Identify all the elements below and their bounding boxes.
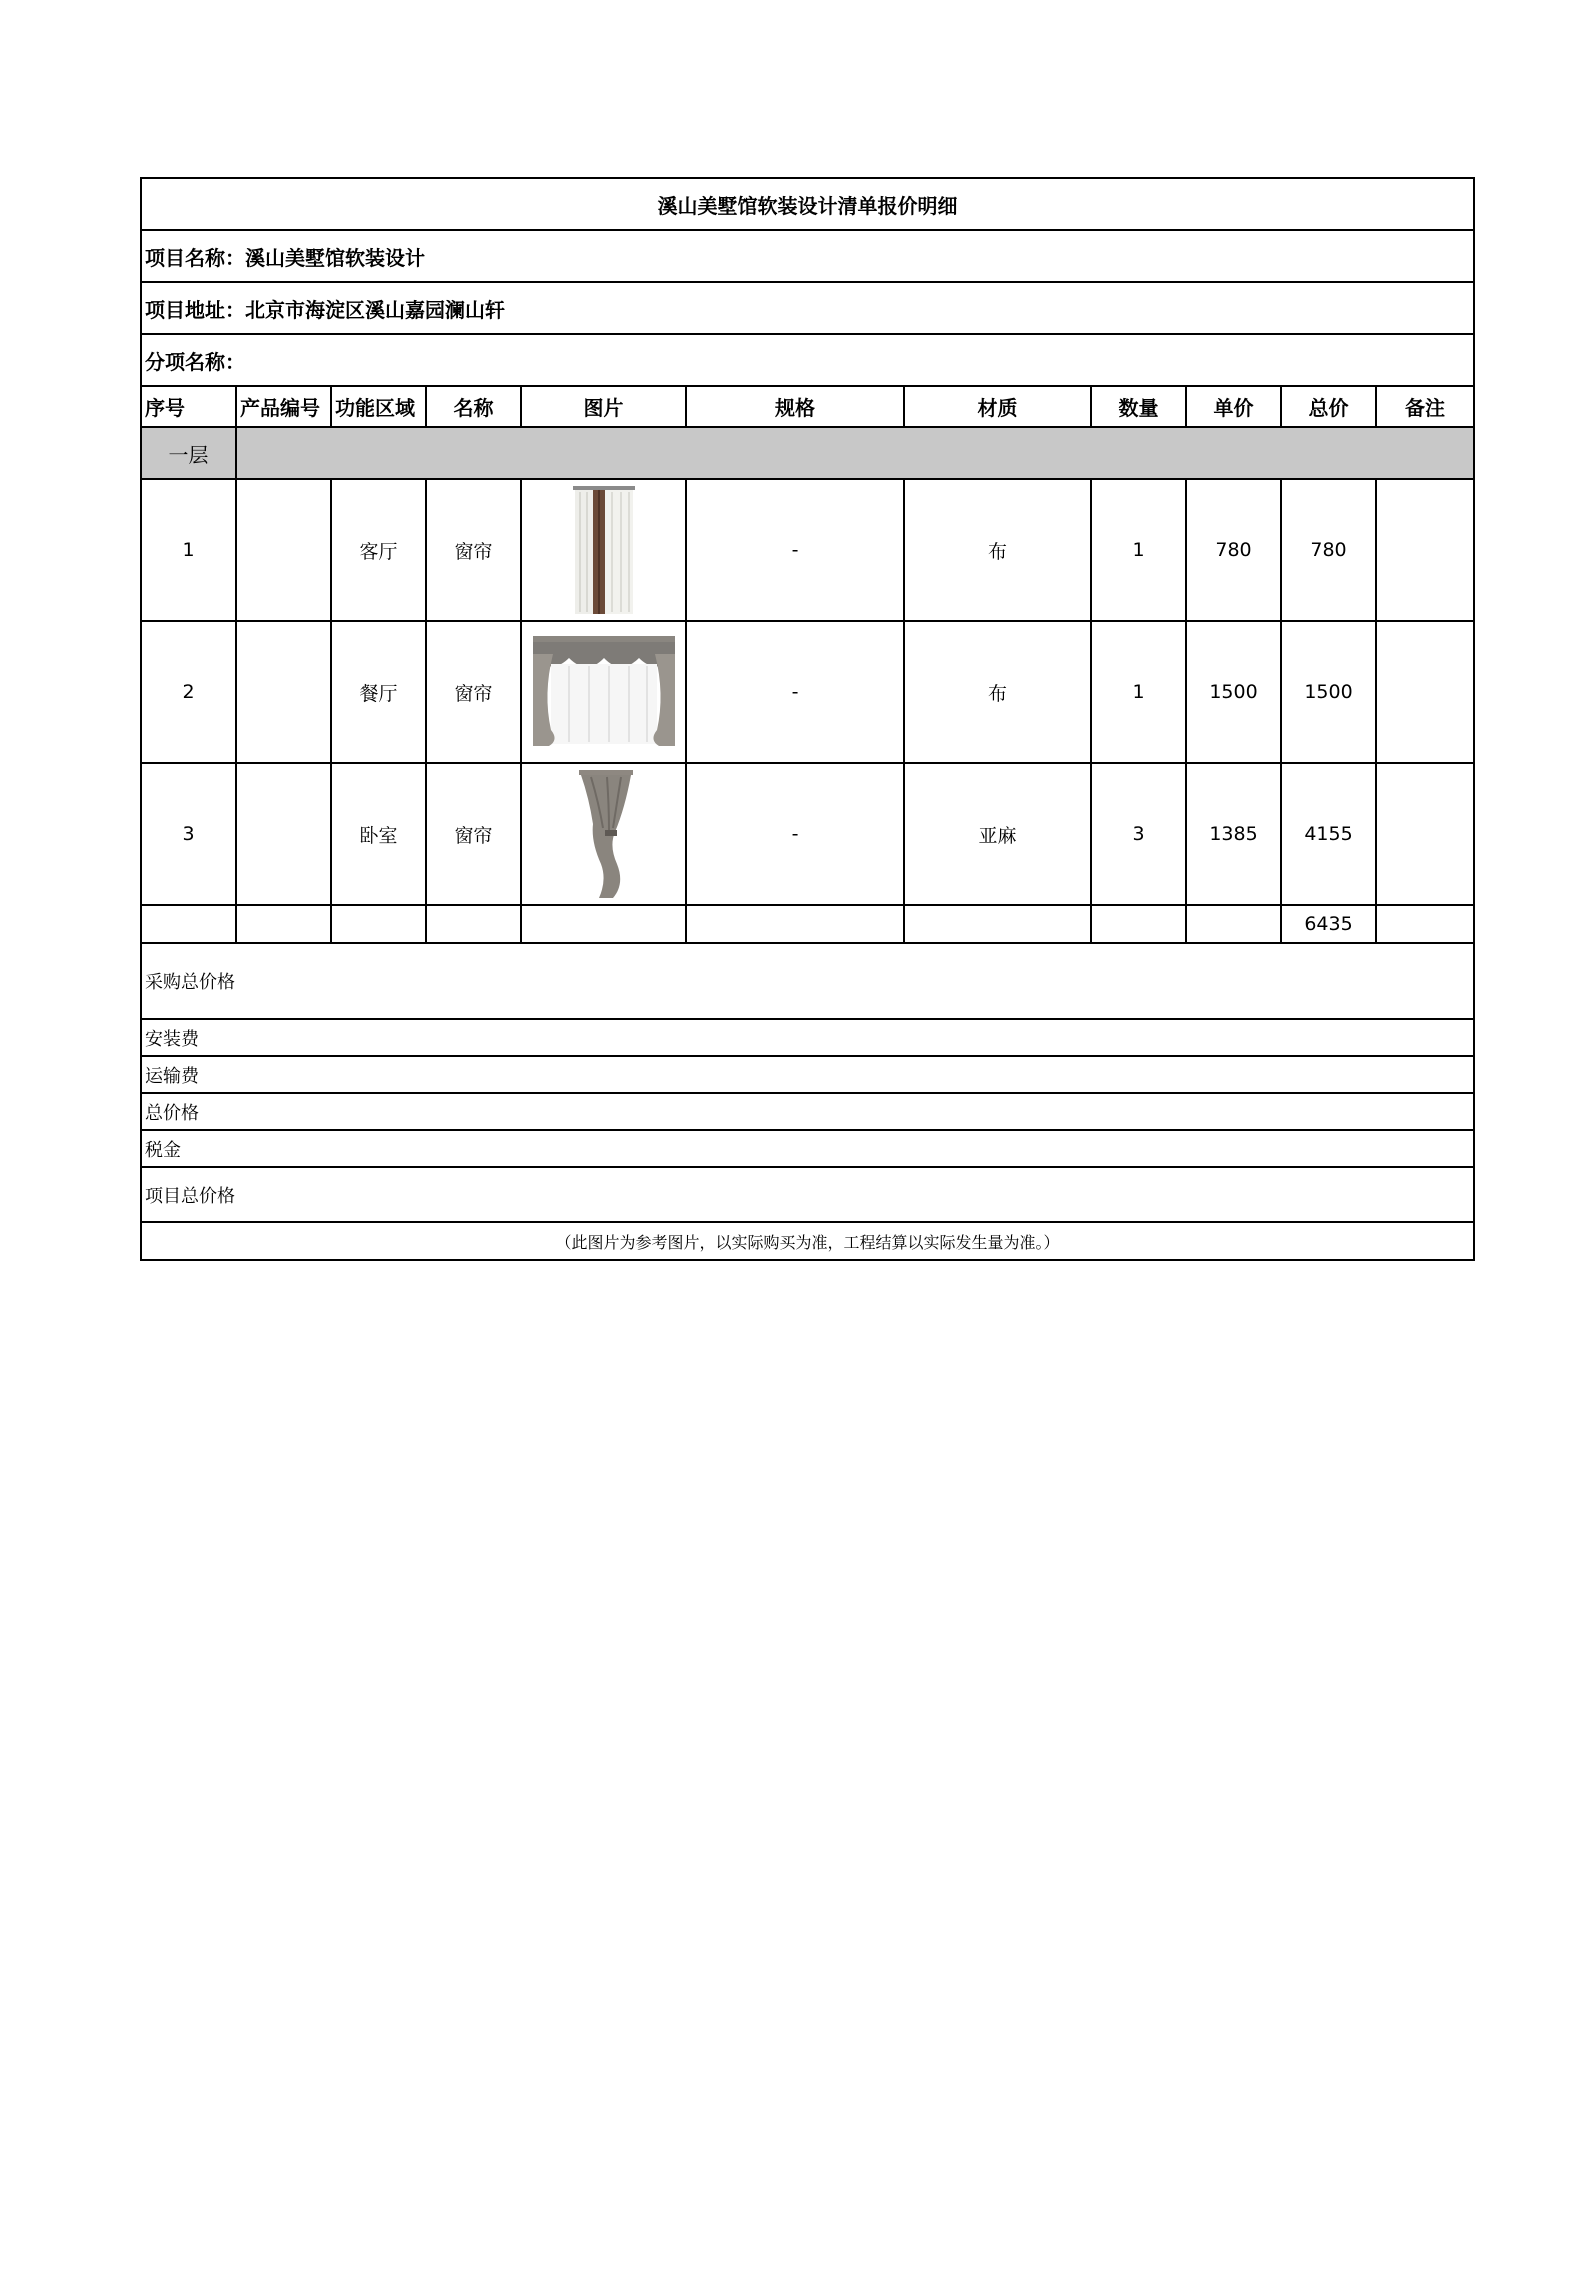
row-unit-price: 1385	[1186, 763, 1281, 905]
sum-cell	[1186, 905, 1281, 943]
curtain-panel-icon	[569, 484, 639, 616]
project-address: 项目地址：北京市海淀区溪山嘉园澜山轩	[141, 282, 1474, 334]
row-total: 4155	[1281, 763, 1376, 905]
transport-fee-label: 运输费	[141, 1056, 1474, 1093]
tax-label: 税金	[141, 1130, 1474, 1167]
col-header-material: 材质	[904, 386, 1091, 427]
col-header-unit-price: 单价	[1186, 386, 1281, 427]
row-qty: 3	[1091, 763, 1186, 905]
col-header-name: 名称	[426, 386, 521, 427]
col-header-picture: 图片	[521, 386, 686, 427]
sum-cell	[1376, 905, 1474, 943]
col-header-area: 功能区域	[331, 386, 426, 427]
header-row	[141, 386, 1474, 427]
row-area: 客厅	[331, 479, 426, 621]
row-unit-price: 1500	[1186, 621, 1281, 763]
purchase-total-label: 采购总价格	[141, 943, 1474, 1019]
row-total: 1500	[1281, 621, 1376, 763]
col-header-qty: 数量	[1091, 386, 1186, 427]
install-fee-label: 安装费	[141, 1019, 1474, 1056]
sub-item-name: 分项名称：	[141, 334, 1474, 386]
row-qty: 1	[1091, 621, 1186, 763]
sum-cell	[331, 905, 426, 943]
row-remark	[1376, 763, 1474, 905]
sum-cell	[904, 905, 1091, 943]
row-material: 布	[904, 479, 1091, 621]
floor-band	[236, 427, 1474, 479]
row-picture	[521, 621, 686, 763]
row-picture	[521, 479, 686, 621]
col-header-total: 总价	[1281, 386, 1376, 427]
row-picture	[521, 763, 686, 905]
row-name: 窗帘	[426, 621, 521, 763]
row-unit-price: 780	[1186, 479, 1281, 621]
col-header-code: 产品编号	[236, 386, 331, 427]
row-no: 1	[141, 479, 236, 621]
quotation-table	[140, 177, 1475, 1261]
row-no: 2	[141, 621, 236, 763]
project-name: 项目名称：溪山美墅馆软装设计	[141, 230, 1474, 282]
row-code	[236, 479, 331, 621]
sum-cell	[686, 905, 904, 943]
row-material: 布	[904, 621, 1091, 763]
col-header-no: 序号	[141, 386, 236, 427]
sum-cell	[141, 905, 236, 943]
row-name: 窗帘	[426, 479, 521, 621]
sum-cell	[521, 905, 686, 943]
row-area: 餐厅	[331, 621, 426, 763]
row-remark	[1376, 479, 1474, 621]
floor-label: 一层	[141, 427, 236, 479]
col-header-spec: 规格	[686, 386, 904, 427]
row-code	[236, 763, 331, 905]
row-spec: -	[686, 621, 904, 763]
sum-cell	[1091, 905, 1186, 943]
sum-cell	[426, 905, 521, 943]
table-row	[141, 479, 1474, 621]
sum-cell	[236, 905, 331, 943]
row-material: 亚麻	[904, 763, 1091, 905]
table-row	[141, 621, 1474, 763]
row-spec: -	[686, 479, 904, 621]
row-name: 窗帘	[426, 763, 521, 905]
floor-row	[141, 427, 1474, 479]
row-remark	[1376, 621, 1474, 763]
row-total: 780	[1281, 479, 1376, 621]
row-spec: -	[686, 763, 904, 905]
total-price-label: 总价格	[141, 1093, 1474, 1130]
curtain-valance-icon	[529, 634, 679, 750]
row-code	[236, 621, 331, 763]
footnote: （此图片为参考图片，以实际购买为准，工程结算以实际发生量为准。）	[141, 1222, 1474, 1260]
row-no: 3	[141, 763, 236, 905]
curtain-drape-icon	[569, 768, 639, 900]
row-area: 卧室	[331, 763, 426, 905]
project-total-label: 项目总价格	[141, 1167, 1474, 1222]
row-qty: 1	[1091, 479, 1186, 621]
col-header-remark: 备注	[1376, 386, 1474, 427]
sheet-title: 溪山美墅馆软装设计清单报价明细	[141, 178, 1474, 230]
sum-total: 6435	[1281, 905, 1376, 943]
table-row	[141, 763, 1474, 905]
sum-row	[141, 905, 1474, 943]
